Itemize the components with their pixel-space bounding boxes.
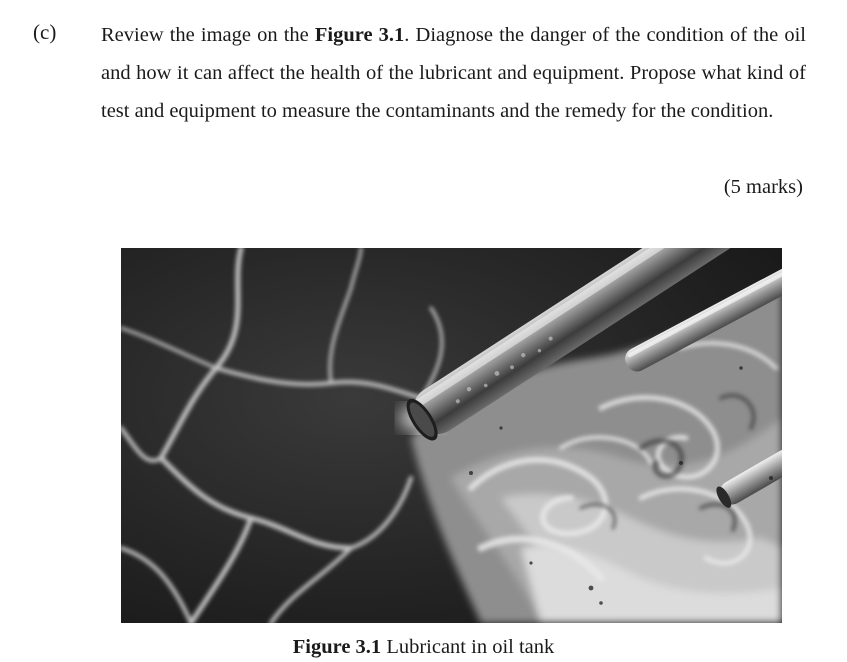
figure-caption-number: Figure 3.1 — [292, 636, 382, 658]
question-text-after: . Diagnose the danger of the condition of the oil and how it can affect the health of the lubricant and equipment. Propose what kind of test and equipment to measure the contaminants and the remedy for the condition. — [101, 24, 806, 122]
figure-caption — [0, 633, 847, 661]
question-text — [101, 16, 806, 130]
oil-contamination-photo — [121, 248, 782, 623]
marks-indicator: (5 marks) — [723, 176, 803, 198]
question-text-before: Review the image on the — [101, 24, 315, 46]
figure-caption-text: Lubricant in oil tank — [381, 636, 555, 658]
question-figure-reference: Figure 3.1 — [314, 24, 405, 46]
figure-photo — [121, 248, 782, 623]
question-label: (c) — [33, 20, 57, 44]
